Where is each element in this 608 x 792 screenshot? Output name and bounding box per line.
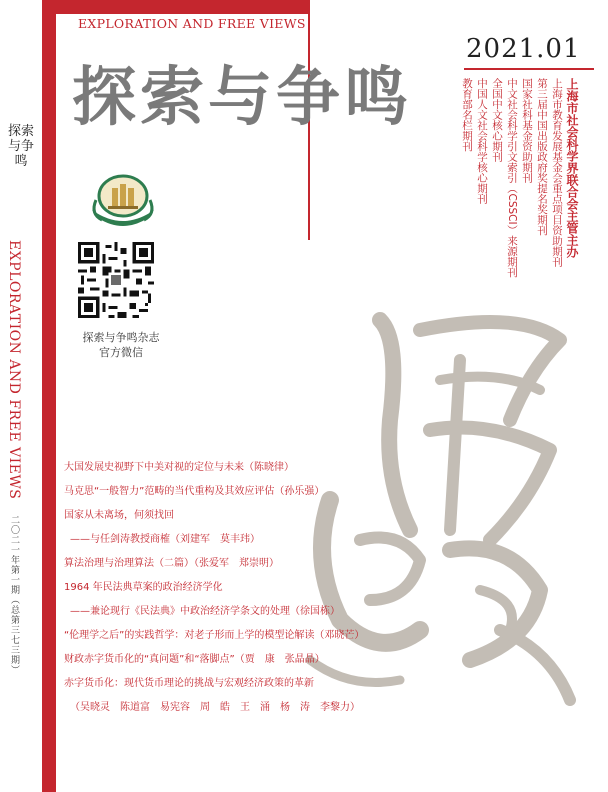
sponsor-columns: [460, 78, 578, 277]
journal-title-en: EXPLORATION AND FREE VIEWS: [78, 16, 306, 31]
wechat-caption-line: 官方微信: [99, 346, 143, 359]
toc-item[interactable]: 马克思“一般智力”范畴的当代重构及其效应评估（孙乐强）: [64, 486, 325, 497]
toc-item[interactable]: 国家从未离场，何须找回: [64, 510, 174, 521]
toc-item[interactable]: 算法治理与治理算法（二篇）（张爱军 郑崇明）: [64, 558, 279, 569]
toc-item[interactable]: 1964 年民法典草案的政治经济学化: [64, 582, 223, 593]
sponsor-line: 中国人文社会科学核心期刊: [476, 78, 488, 204]
spine-title-en: EXPLORATION AND FREE VIEWS: [6, 240, 22, 500]
sponsor-line: 上海市教育发展基金会重点项目资助期刊: [551, 78, 563, 267]
toc-item[interactable]: 赤字货币化：现代货币理论的挑战与宏观经济政策的革新: [64, 678, 314, 689]
top-red-band: [42, 0, 310, 14]
issue-rule: [464, 68, 594, 70]
wechat-caption-line: 探索与争鸣杂志: [82, 331, 160, 344]
toc-item[interactable]: 大国发展史视野下中美对视的定位与未来（陈晓律）: [64, 462, 294, 473]
wechat-caption: [66, 330, 176, 360]
toc-item[interactable]: ——兼论现行《民法典》中政治经济学条文的处理（徐国栋）: [70, 606, 340, 617]
sponsor-line: 中文社会科学引文索引（CSSCI）来源期刊: [506, 78, 518, 278]
sponsor-line: 上海市社会科学界联合会主管主办: [565, 78, 579, 258]
spine-title: 探索与争鸣: [7, 124, 34, 169]
toc-item[interactable]: 财政赤字货币化的“真问题”和“落脚点”（贾 康 张晶晶）: [64, 654, 325, 665]
sponsor-line: 第三届中国出版政府奖提名奖期刊: [536, 78, 548, 236]
spine-red-band: [42, 0, 56, 792]
spine-issue: 二〇二一年第一期（总第三七三期）: [9, 515, 19, 675]
toc-item[interactable]: （吴晓灵 陈道富 易宪容 周 皓 王 涌 杨 涛 李黎力）: [70, 702, 360, 713]
toc-item[interactable]: ——与任剑涛教授商榷（刘建军 莫丰玮）: [70, 534, 260, 545]
sponsor-line: 全国中文核心期刊: [491, 78, 503, 162]
toc-item[interactable]: “伦理学之后”的实践哲学：对老子形而上学的模型论解读（邓晓芒）: [64, 630, 365, 641]
sponsor-line: 国家社科基金资助期刊: [521, 78, 533, 183]
sponsor-line: 教育部名栏期刊: [461, 78, 473, 152]
wechat-qr-code-icon: [78, 242, 154, 318]
issue-number: 2021.01: [466, 34, 581, 64]
journal-title-cn: 探索与争鸣: [72, 60, 412, 135]
emblem-icon: [86, 170, 160, 230]
